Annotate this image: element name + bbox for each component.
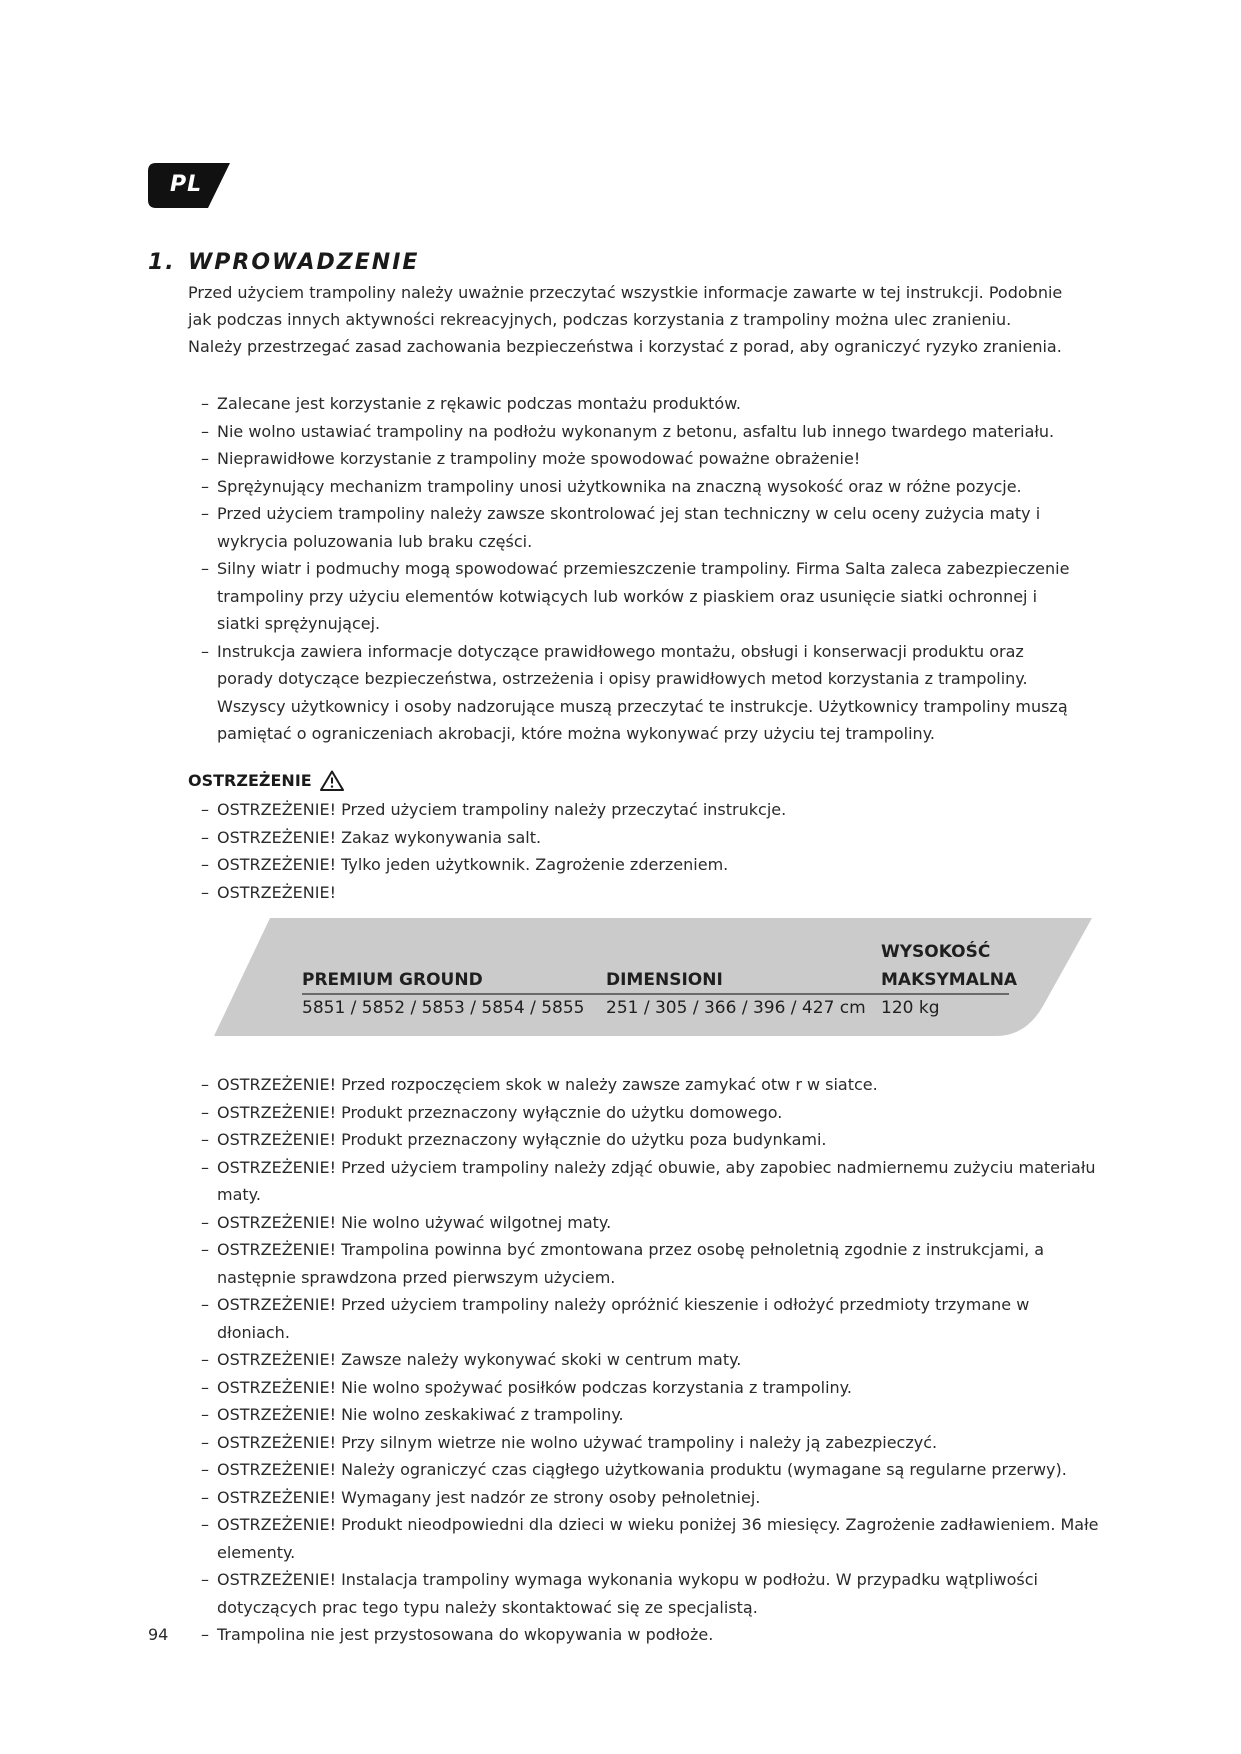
warning-item: – OSTRZEŻENIE! Trampolina powinna być zmontowana przez osobę pełnoletnią zgodnie z instrukcjami, a następnie sprawdzona przed pierwszym użyciem.	[201, 1240, 1045, 1287]
warning-item: – OSTRZEŻENIE! Przy silnym wietrze nie wolno używać trampoliny i należy ją zabezpieczyć.	[201, 1432, 938, 1452]
warning-item: – OSTRZEŻENIE! Przed użyciem trampoliny należy przeczytać instrukcje.	[201, 800, 787, 819]
dimensions-value: 251 / 305 / 366 / 396 / 427 cm	[606, 998, 866, 1018]
warning-item: – OSTRZEŻENIE! Produkt przeznaczony wyłącznie do użytku domowego.	[201, 1102, 783, 1122]
warning-list-bottom	[201, 1071, 1101, 1649]
list-item: – Przed użyciem trampoliny należy zawsze skontrolować jej stan techniczny w celu oceny zużycia maty i wykrycia poluzowania lub braku części.	[201, 504, 1041, 551]
section-title	[148, 250, 419, 275]
list-item: – Zalecane jest korzystanie z rękawic podczas montażu produktów.	[201, 394, 741, 413]
max-height-header-line1: WYSOKOŚĆ	[881, 942, 991, 962]
dimensions-header: DIMENSIONI	[606, 970, 723, 990]
list-item: – Nieprawidłowe korzystanie z trampoliny może spowodować poważne obrażenie!	[201, 449, 861, 468]
warning-item: – OSTRZEŻENIE! Należy ograniczyć czas ciągłego użytkowania produktu (wymagane są regularne przerwy).	[201, 1460, 1067, 1479]
language-badge	[148, 163, 230, 208]
spec-header-rule	[302, 993, 972, 995]
warning-item: – OSTRZEŻENIE! Produkt przeznaczony wyłącznie do użytku poza budynkami.	[201, 1130, 827, 1149]
model-value: 5851 / 5852 / 5853 / 5854 / 5855	[302, 998, 585, 1018]
warning-item: – OSTRZEŻENIE! Instalacja trampoliny wymaga wykonania wykopu w podłożu. W przypadku wątpliwości dotyczących prac tego typu należy skontaktować się ze specjalistą.	[201, 1570, 1038, 1617]
warning-item: – OSTRZEŻENIE! Zakaz wykonywania salt.	[201, 827, 542, 847]
list-item: – Silny wiatr i podmuchy mogą spowodować przemieszczenie trampoliny. Firma Salta zaleca zabezpieczenie trampoliny przy użyciu elementów kotwiących lub worków z piaskiem oraz usunięcie siatki ochronnej i siatki sprężynującej.	[201, 559, 1070, 633]
warning-item: – OSTRZEŻENIE! Przed użyciem trampoliny należy opróżnić kieszenie i odłożyć przedmioty trzymane w dłoniach.	[201, 1295, 1030, 1342]
list-item: – Nie wolno ustawiać trampoliny na podłożu wykonanym z betonu, asfaltu lub innego twardego materiału.	[201, 421, 1055, 441]
general-guidelines-list	[201, 390, 1081, 748]
max-height-value: 120 kg	[881, 998, 940, 1018]
warning-item: – OSTRZEŻENIE! Przed użyciem trampoliny należy zdjąć obuwie, aby zapobiec nadmiernemu zużyciu materiału maty.	[201, 1157, 1096, 1204]
warning-item: – OSTRZEŻENIE! Wymagany jest nadzór ze strony osoby pełnoletniej.	[201, 1487, 761, 1507]
intro-paragraph: Przed użyciem trampoliny należy uważnie przeczytać wszystkie informacje zawarte w tej instrukcji. Podobnie jak podczas innych aktywności rekreacyjnych, podczas korzystania z trampoliny można ulec zranieniu. Należy przestrzegać zasad zachowania bezpieczeństwa i korzystać z porad, aby ograniczyć ryzyko zranienia.	[188, 283, 1063, 356]
warning-item: – OSTRZEŻENIE! Zawsze należy wykonywać skoki w centrum maty.	[201, 1350, 742, 1369]
spec-header-rule	[881, 993, 1009, 995]
warning-heading-text: OSTRZEŻENIE	[188, 771, 312, 790]
max-height-header-line2: MAKSYMALNA	[881, 970, 1018, 990]
warning-item: – OSTRZEŻENIE! Przed rozpoczęciem skok w należy zawsze zamykać otw r w siatce.	[201, 1075, 878, 1094]
warning-heading	[188, 770, 344, 791]
page-number: 94	[148, 1625, 169, 1644]
warning-item: – Trampolina nie jest przystosowana do wkopywania w podłoże.	[201, 1625, 714, 1644]
warning-item: – OSTRZEŻENIE! Nie wolno spożywać posiłków podczas korzystania z trampoliny.	[201, 1377, 852, 1397]
warning-triangle-icon	[320, 770, 344, 791]
model-header: PREMIUM GROUND	[302, 970, 483, 990]
warning-list-top	[201, 796, 1081, 906]
language-code: PL	[170, 172, 203, 197]
warning-item: – OSTRZEŻENIE! Produkt nieodpowiedni dla dzieci w wieku poniżej 36 miesięcy. Zagrożenie zadławieniem. Małe elementy.	[201, 1515, 1099, 1562]
section-number: 1.	[148, 250, 176, 275]
list-item: – Sprężynujący mechanizm trampoliny unosi użytkownika na znaczną wysokość oraz w różne pozycje.	[201, 476, 1022, 496]
warning-item: – OSTRZEŻENIE! Nie wolno zeskakiwać z trampoliny.	[201, 1405, 624, 1424]
warning-item: – OSTRZEŻENIE!	[201, 882, 336, 902]
warning-item: – OSTRZEŻENIE! Nie wolno używać wilgotnej maty.	[201, 1212, 612, 1232]
section-title-text: WPROWADZENIE	[188, 250, 420, 275]
spec-table	[208, 918, 1092, 1038]
warning-item: – OSTRZEŻENIE! Tylko jeden użytkownik. Zagrożenie zderzeniem.	[201, 855, 729, 874]
list-item: – Instrukcja zawiera informacje dotyczące prawidłowego montażu, obsługi i konserwacji produktu oraz porady dotyczące bezpieczeństwa, ostrzeżenia i opisy prawidłowych metod korzystania z trampoliny. Wszyscy użytkownicy i osoby nadzorujące muszą przeczytać te instrukcje. Użytkownicy trampoliny muszą pamiętać o ograniczeniach akrobacji, które można wykonywać przy użyciu tej trampoliny.	[201, 641, 1068, 743]
